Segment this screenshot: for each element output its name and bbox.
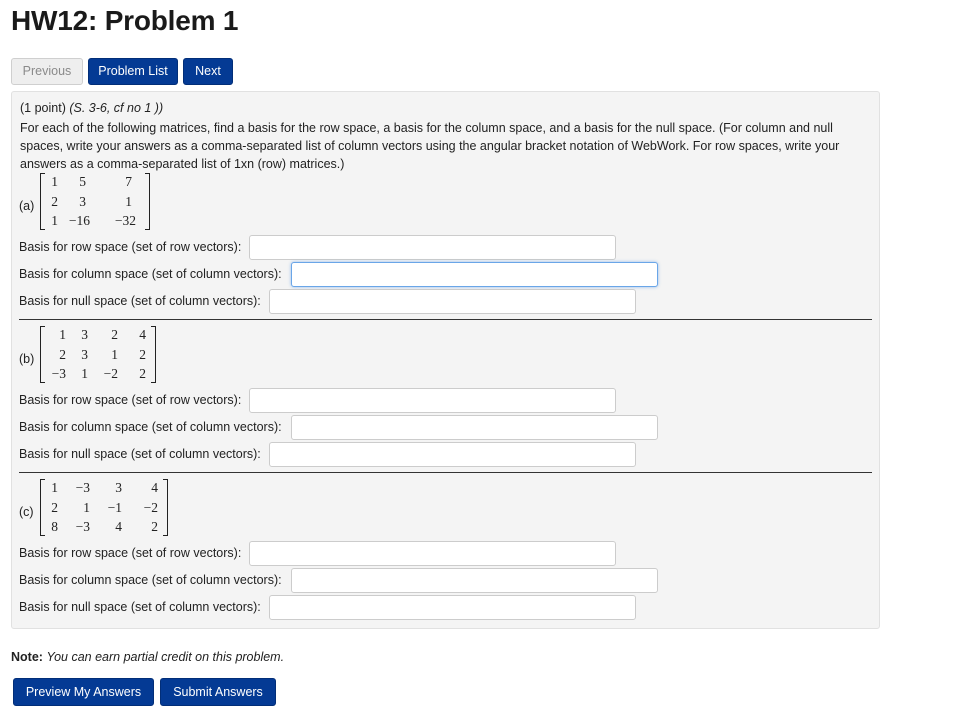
matrix-cell: 1 bbox=[81, 366, 88, 381]
matrix-cell: 1 bbox=[51, 213, 58, 228]
note-label: Note: bbox=[11, 650, 43, 664]
matrix-cell: 3 bbox=[115, 480, 122, 495]
right-bracket bbox=[151, 326, 156, 383]
partial-credit-note bbox=[11, 650, 284, 664]
null-space-label: Basis for null space (set of column vectors): bbox=[19, 294, 261, 308]
matrix-b bbox=[40, 326, 156, 383]
matrix-cell: −2 bbox=[143, 500, 158, 515]
column-space-label: Basis for column space (set of column vectors): bbox=[19, 573, 282, 587]
matrix-cell: 8 bbox=[51, 519, 58, 534]
matrix-cell: −3 bbox=[51, 366, 66, 381]
matrix-cell: 5 bbox=[79, 174, 86, 189]
part-label: (b) bbox=[19, 352, 35, 366]
part-divider bbox=[19, 319, 872, 320]
matrix-a bbox=[40, 173, 150, 230]
null-space-input[interactable] bbox=[269, 595, 636, 620]
problem-list-button[interactable]: Problem List bbox=[88, 58, 178, 85]
matrix-cell: 1 bbox=[51, 174, 58, 189]
part-label: (a) bbox=[19, 199, 35, 213]
row-space-label: Basis for row space (set of row vectors): bbox=[19, 240, 242, 254]
problem-meta bbox=[20, 101, 163, 115]
matrix-cell: 1 bbox=[59, 327, 66, 342]
null-space-input[interactable] bbox=[269, 442, 636, 467]
matrix-cell: 3 bbox=[81, 347, 88, 362]
next-button[interactable]: Next bbox=[183, 58, 233, 85]
column-space-label: Basis for column space (set of column vectors): bbox=[19, 267, 282, 281]
matrix-cell: 4 bbox=[139, 327, 146, 342]
row-space-label: Basis for row space (set of row vectors): bbox=[19, 546, 242, 560]
column-space-input[interactable] bbox=[291, 415, 658, 440]
row-space-input[interactable] bbox=[249, 388, 616, 413]
matrix-cell: 4 bbox=[115, 519, 122, 534]
problem-panel bbox=[11, 91, 880, 629]
null-space-label: Basis for null space (set of column vectors): bbox=[19, 600, 261, 614]
part-label: (c) bbox=[19, 505, 34, 519]
matrix-cell: 1 bbox=[51, 480, 58, 495]
matrix-cell: 2 bbox=[51, 194, 58, 209]
matrix-cell: −1 bbox=[107, 500, 122, 515]
matrix-cell: 3 bbox=[81, 327, 88, 342]
matrix-cell: 1 bbox=[83, 500, 90, 515]
matrix-cell: 2 bbox=[51, 500, 58, 515]
matrix-cell: −2 bbox=[103, 366, 118, 381]
null-space-label: Basis for null space (set of column vectors): bbox=[19, 447, 261, 461]
matrix-cell: −16 bbox=[68, 213, 90, 228]
row-space-label: Basis for row space (set of row vectors): bbox=[19, 393, 242, 407]
part-divider bbox=[19, 472, 872, 473]
matrix-cell: 2 bbox=[151, 519, 158, 534]
matrix-c bbox=[40, 479, 168, 536]
row-space-input[interactable] bbox=[249, 235, 616, 260]
matrix-cell: −3 bbox=[75, 480, 90, 495]
column-space-input[interactable] bbox=[291, 568, 658, 593]
previous-button[interactable]: Previous bbox=[11, 58, 83, 85]
matrix-cell: 2 bbox=[139, 366, 146, 381]
problem-instructions: For each of the following matrices, find a basis for the row space, a basis for the column space, and a basis for the null space. (For column and null spaces, write your answers as a comma-separated list of column vectors using the angular bracket notation of WebWork. For row spaces, write your answers as a comma-separated list of 1xn (row) matrices.) bbox=[20, 121, 840, 171]
right-bracket bbox=[163, 479, 168, 536]
right-bracket bbox=[145, 173, 150, 230]
matrix-cell: 1 bbox=[125, 194, 132, 209]
matrix-cell: 7 bbox=[125, 174, 132, 189]
page-title: HW12: Problem 1 bbox=[11, 5, 239, 36]
matrix-cell: 1 bbox=[111, 347, 118, 362]
matrix-cell: 4 bbox=[151, 480, 158, 495]
matrix-cell: 2 bbox=[59, 347, 66, 362]
preview-answers-button[interactable]: Preview My Answers bbox=[13, 678, 154, 706]
points-text: (1 point) bbox=[20, 101, 66, 115]
row-space-input[interactable] bbox=[249, 541, 616, 566]
matrix-cell: −3 bbox=[75, 519, 90, 534]
matrix-cell: 2 bbox=[139, 347, 146, 362]
matrix-cell: −32 bbox=[114, 213, 136, 228]
matrix-cell: 2 bbox=[111, 327, 118, 342]
column-space-label: Basis for column space (set of column vectors): bbox=[19, 420, 282, 434]
matrix-cell: 3 bbox=[79, 194, 86, 209]
note-text: You can earn partial credit on this problem. bbox=[46, 650, 285, 664]
column-space-input[interactable] bbox=[291, 262, 658, 287]
submit-answers-button[interactable]: Submit Answers bbox=[160, 678, 276, 706]
null-space-input[interactable] bbox=[269, 289, 636, 314]
source-text: (S. 3-6, cf no 1 )) bbox=[69, 101, 164, 115]
